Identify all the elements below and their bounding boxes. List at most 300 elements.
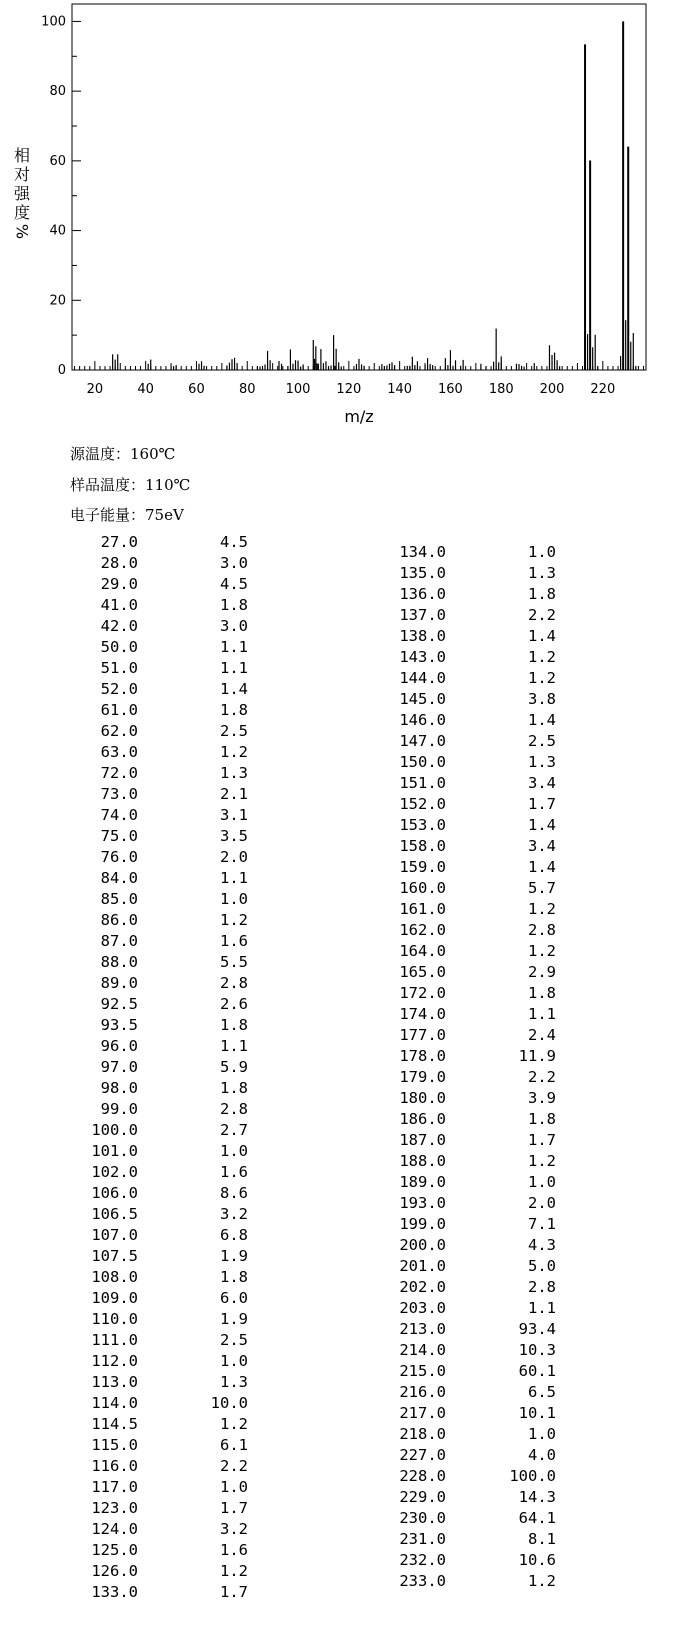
mz-value: 116.0 [91, 1457, 138, 1475]
peak-row [388, 1466, 556, 1487]
mz-value: 72.0 [100, 764, 138, 782]
peak-row [388, 836, 556, 857]
peak-row [80, 1120, 248, 1141]
peak-row [388, 752, 556, 773]
peak-row [80, 1414, 248, 1435]
abundance-value: 1.8 [220, 1268, 248, 1286]
abundance-value: 1.1 [220, 638, 248, 656]
x-tick-label: 220 [590, 382, 616, 397]
peak-row [80, 1204, 248, 1225]
mz-value: 216.0 [399, 1383, 446, 1401]
peak-row [388, 1277, 556, 1298]
mz-value: 193.0 [399, 1194, 446, 1212]
mz-value: 133.0 [91, 1583, 138, 1601]
peak-row [80, 553, 248, 574]
y-axis-title-char: 对 [13, 165, 30, 184]
abundance-value: 1.2 [220, 1415, 248, 1433]
peak-row [80, 637, 248, 658]
y-axis-title-char: 度 [13, 203, 30, 222]
peak-row [388, 1025, 556, 1046]
peak-row [80, 1435, 248, 1456]
abundance-value: 1.8 [528, 984, 556, 1002]
y-axis-title-char: 相 [13, 146, 30, 165]
peak-row [80, 784, 248, 805]
mz-value: 110.0 [91, 1310, 138, 1328]
abundance-value: 3.1 [220, 806, 248, 824]
peak-row [388, 1403, 556, 1424]
peak-row [80, 910, 248, 931]
mz-value: 99.0 [100, 1100, 138, 1118]
abundance-value: 3.9 [528, 1089, 556, 1107]
mz-value: 147.0 [399, 732, 446, 750]
peak-row [388, 1319, 556, 1340]
mz-value: 178.0 [399, 1047, 446, 1065]
abundance-value: 2.8 [220, 1100, 248, 1118]
abundance-value: 1.6 [220, 932, 248, 950]
x-tick-label: 100 [285, 382, 311, 397]
peak-row [388, 983, 556, 1004]
x-tick-label: 140 [387, 382, 413, 397]
mz-value: 73.0 [100, 785, 138, 803]
abundance-value: 1.8 [220, 1016, 248, 1034]
peak-row [80, 1183, 248, 1204]
peak-row [80, 1561, 248, 1582]
peak-row [388, 1361, 556, 1382]
y-tick-label: 80 [49, 84, 66, 100]
mz-value: 214.0 [399, 1341, 446, 1359]
abundance-value: 1.0 [220, 1478, 248, 1496]
y-axis-title-char: % [12, 223, 32, 240]
peak-row [388, 773, 556, 794]
x-tick-label: 160 [438, 382, 463, 397]
mz-value: 143.0 [399, 648, 446, 666]
abundance-value: 5.9 [220, 1058, 248, 1076]
peak-row [388, 962, 556, 983]
mz-value: 159.0 [399, 858, 446, 876]
abundance-value: 5.7 [528, 879, 556, 897]
mz-value: 172.0 [399, 984, 446, 1002]
mz-value: 203.0 [399, 1299, 446, 1317]
mz-value: 102.0 [91, 1163, 138, 1181]
y-tick-label: 20 [49, 293, 66, 309]
abundance-value: 2.6 [220, 995, 248, 1013]
abundance-value: 7.1 [528, 1215, 556, 1233]
mz-value: 96.0 [100, 1037, 138, 1055]
peak-row [388, 920, 556, 941]
abundance-value: 2.7 [220, 1121, 248, 1139]
abundance-value: 3.4 [528, 774, 556, 792]
peak-row [80, 826, 248, 847]
peak-row [388, 1109, 556, 1130]
abundance-value: 10.6 [518, 1551, 556, 1569]
mz-value: 50.0 [100, 638, 138, 656]
abundance-value: 1.2 [528, 900, 556, 918]
mz-value: 189.0 [399, 1173, 446, 1191]
mz-value: 213.0 [399, 1320, 446, 1338]
mz-value: 164.0 [399, 942, 446, 960]
abundance-value: 1.1 [528, 1299, 556, 1317]
abundance-value: 1.2 [528, 669, 556, 687]
abundance-value: 2.9 [528, 963, 556, 981]
peak-row [388, 1298, 556, 1319]
mz-value: 114.0 [91, 1394, 138, 1412]
abundance-value: 3.5 [220, 827, 248, 845]
peak-row [388, 626, 556, 647]
mz-value: 29.0 [100, 575, 138, 593]
abundance-value: 1.8 [220, 596, 248, 614]
mz-value: 126.0 [91, 1562, 138, 1580]
mz-value: 100.0 [91, 1121, 138, 1139]
peak-row [80, 1372, 248, 1393]
mz-value: 160.0 [399, 879, 446, 897]
mz-value: 109.0 [91, 1289, 138, 1307]
peak-row [80, 1288, 248, 1309]
abundance-value: 10.1 [518, 1404, 556, 1422]
peak-row [80, 994, 248, 1015]
mz-value: 125.0 [91, 1541, 138, 1559]
mz-value: 165.0 [399, 963, 446, 981]
mz-value: 177.0 [399, 1026, 446, 1044]
mz-value: 28.0 [100, 554, 138, 572]
mz-value: 134.0 [399, 543, 446, 561]
mz-value: 146.0 [399, 711, 446, 729]
mz-value: 202.0 [399, 1278, 446, 1296]
abundance-value: 1.2 [220, 911, 248, 929]
peak-row [80, 1582, 248, 1603]
peak-row [80, 1099, 248, 1120]
mz-value: 188.0 [399, 1152, 446, 1170]
abundance-value: 3.4 [528, 837, 556, 855]
peak-row [388, 1571, 556, 1592]
mz-value: 123.0 [91, 1499, 138, 1517]
abundance-value: 1.0 [528, 1173, 556, 1191]
peak-row [388, 1067, 556, 1088]
mz-value: 186.0 [399, 1110, 446, 1128]
peak-row [80, 847, 248, 868]
mz-value: 97.0 [100, 1058, 138, 1076]
peak-row [80, 616, 248, 637]
peak-row [80, 1036, 248, 1057]
peak-row [388, 731, 556, 752]
peak-row [388, 815, 556, 836]
mz-value: 74.0 [100, 806, 138, 824]
mz-value: 115.0 [91, 1436, 138, 1454]
mz-value: 106.5 [91, 1205, 138, 1223]
peak-row [80, 1267, 248, 1288]
peak-bars [113, 21, 636, 370]
peak-row [388, 1424, 556, 1445]
peak-row [80, 805, 248, 826]
abundance-value: 1.1 [220, 1037, 248, 1055]
mz-value: 179.0 [399, 1068, 446, 1086]
abundance-value: 1.6 [220, 1541, 248, 1559]
mz-value: 88.0 [100, 953, 138, 971]
abundance-value: 2.4 [528, 1026, 556, 1044]
abundance-value: 1.4 [528, 711, 556, 729]
abundance-value: 2.0 [220, 848, 248, 866]
peak-row [80, 1015, 248, 1036]
peak-row [80, 1330, 248, 1351]
mz-value: 215.0 [399, 1362, 446, 1380]
abundance-value: 1.0 [220, 890, 248, 908]
mz-value: 174.0 [399, 1005, 446, 1023]
peak-row [388, 689, 556, 710]
peak-row [388, 1214, 556, 1235]
peak-row [388, 857, 556, 878]
abundance-value: 93.4 [518, 1320, 556, 1338]
mz-value: 117.0 [91, 1478, 138, 1496]
mz-value: 89.0 [100, 974, 138, 992]
mz-value: 145.0 [399, 690, 446, 708]
peak-row [388, 1445, 556, 1466]
mz-value: 230.0 [399, 1509, 446, 1527]
mz-value: 108.0 [91, 1268, 138, 1286]
peak-row [388, 1508, 556, 1529]
abundance-value: 1.2 [220, 743, 248, 761]
abundance-value: 1.0 [528, 1425, 556, 1443]
mz-value: 158.0 [399, 837, 446, 855]
mz-value: 217.0 [399, 1404, 446, 1422]
mz-value: 27.0 [100, 533, 138, 551]
mz-value: 75.0 [100, 827, 138, 845]
peak-row [80, 1225, 248, 1246]
mz-value: 232.0 [399, 1551, 446, 1569]
mz-value: 63.0 [100, 743, 138, 761]
peak-row [80, 1309, 248, 1330]
mz-value: 180.0 [399, 1089, 446, 1107]
abundance-value: 4.5 [220, 533, 248, 551]
peak-table-right [388, 542, 556, 1592]
abundance-value: 1.0 [528, 543, 556, 561]
y-tick-label: 60 [49, 153, 66, 169]
abundance-value: 5.0 [528, 1257, 556, 1275]
peak-row [80, 595, 248, 616]
mz-value: 42.0 [100, 617, 138, 635]
plot-frame [72, 4, 646, 370]
x-tick-label: 20 [86, 382, 104, 397]
peak-row [388, 1004, 556, 1025]
abundance-value: 2.5 [220, 1331, 248, 1349]
mz-value: 231.0 [399, 1530, 446, 1548]
mz-value: 187.0 [399, 1131, 446, 1149]
mz-value: 111.0 [91, 1331, 138, 1349]
peak-row [388, 563, 556, 584]
peak-row [388, 1151, 556, 1172]
abundance-value: 4.0 [528, 1446, 556, 1464]
peak-row [388, 1256, 556, 1277]
y-tick-label: 0 [57, 363, 66, 378]
mz-value: 162.0 [399, 921, 446, 939]
abundance-value: 1.3 [528, 564, 556, 582]
peak-row [80, 1057, 248, 1078]
mz-value: 137.0 [399, 606, 446, 624]
peak-row [80, 721, 248, 742]
x-tick-label: 180 [488, 382, 514, 397]
abundance-value: 4.3 [528, 1236, 556, 1254]
x-tick-label: 40 [137, 382, 154, 397]
mz-value: 107.0 [91, 1226, 138, 1244]
abundance-value: 1.0 [220, 1352, 248, 1370]
abundance-value: 1.4 [220, 680, 248, 698]
abundance-value: 3.2 [220, 1205, 248, 1223]
abundance-value: 11.9 [518, 1047, 556, 1065]
abundance-value: 1.8 [220, 701, 248, 719]
abundance-value: 1.6 [220, 1163, 248, 1181]
electron-energy: 电子能量：75eV [70, 506, 184, 524]
abundance-value: 1.4 [528, 627, 556, 645]
abundance-value: 1.2 [528, 1152, 556, 1170]
mz-value: 84.0 [100, 869, 138, 887]
abundance-value: 1.2 [220, 1562, 248, 1580]
abundance-value: 1.7 [220, 1583, 248, 1601]
abundance-value: 4.5 [220, 575, 248, 593]
abundance-value: 2.8 [528, 1278, 556, 1296]
abundance-value: 2.5 [220, 722, 248, 740]
mz-value: 150.0 [399, 753, 446, 771]
mz-value: 233.0 [399, 1572, 446, 1590]
abundance-value: 1.1 [220, 659, 248, 677]
mz-value: 112.0 [91, 1352, 138, 1370]
abundance-value: 1.0 [220, 1142, 248, 1160]
abundance-value: 1.4 [528, 816, 556, 834]
peak-row [388, 1487, 556, 1508]
peak-row [80, 952, 248, 973]
abundance-value: 1.7 [528, 1131, 556, 1149]
mz-value: 62.0 [100, 722, 138, 740]
peak-row [388, 1193, 556, 1214]
abundance-value: 2.8 [528, 921, 556, 939]
abundance-value: 1.3 [220, 1373, 248, 1391]
peak-table-left [80, 532, 248, 1603]
mz-value: 106.0 [91, 1184, 138, 1202]
abundance-value: 2.5 [528, 732, 556, 750]
mz-value: 200.0 [399, 1236, 446, 1254]
peak-row [388, 1130, 556, 1151]
x-axis-title: m/z [344, 407, 374, 426]
peak-row [388, 542, 556, 563]
mz-value: 52.0 [100, 680, 138, 698]
mz-value: 153.0 [399, 816, 446, 834]
x-tick-label: 200 [539, 382, 565, 397]
abundance-value: 14.3 [518, 1488, 556, 1506]
abundance-value: 6.8 [220, 1226, 248, 1244]
peak-row [80, 700, 248, 721]
peak-row [80, 1351, 248, 1372]
peak-row [80, 532, 248, 553]
peak-row [80, 1162, 248, 1183]
source-temperature: 源温度：160℃ [70, 445, 176, 463]
abundance-value: 2.2 [528, 606, 556, 624]
abundance-value: 1.9 [220, 1247, 248, 1265]
abundance-value: 6.1 [220, 1436, 248, 1454]
peak-row [80, 1519, 248, 1540]
peak-row [388, 1088, 556, 1109]
abundance-value: 1.7 [528, 795, 556, 813]
peak-row [80, 742, 248, 763]
abundance-value: 1.8 [528, 1110, 556, 1128]
abundance-value: 6.5 [528, 1383, 556, 1401]
peak-row [80, 1456, 248, 1477]
peak-row [80, 868, 248, 889]
abundance-value: 1.4 [528, 858, 556, 876]
abundance-value: 6.0 [220, 1289, 248, 1307]
abundance-value: 10.3 [518, 1341, 556, 1359]
mz-value: 107.5 [91, 1247, 138, 1265]
peak-row [388, 878, 556, 899]
mz-value: 124.0 [91, 1520, 138, 1538]
y-axis-title-char: 强 [13, 184, 30, 203]
abundance-value: 2.0 [528, 1194, 556, 1212]
mz-value: 114.5 [91, 1415, 138, 1433]
abundance-value: 3.0 [220, 617, 248, 635]
abundance-value: 1.9 [220, 1310, 248, 1328]
mass-spectrum-chart [0, 0, 680, 440]
peak-row [388, 668, 556, 689]
mz-value: 199.0 [399, 1215, 446, 1233]
peak-row [80, 1246, 248, 1267]
abundance-value: 8.1 [528, 1530, 556, 1548]
abundance-value: 5.5 [220, 953, 248, 971]
peak-row [388, 794, 556, 815]
peak-row [388, 899, 556, 920]
abundance-value: 1.8 [220, 1079, 248, 1097]
mz-value: 98.0 [100, 1079, 138, 1097]
abundance-value: 1.3 [220, 764, 248, 782]
abundance-value: 1.8 [528, 585, 556, 603]
mz-value: 229.0 [399, 1488, 446, 1506]
peak-row [388, 605, 556, 626]
peak-row [80, 658, 248, 679]
mz-value: 51.0 [100, 659, 138, 677]
peak-row [80, 1078, 248, 1099]
peak-row [80, 889, 248, 910]
mz-value: 144.0 [399, 669, 446, 687]
peak-row [80, 574, 248, 595]
mz-value: 135.0 [399, 564, 446, 582]
peak-row [388, 1172, 556, 1193]
peak-row [80, 763, 248, 784]
peak-row [80, 931, 248, 952]
abundance-value: 60.1 [518, 1362, 556, 1380]
mz-value: 87.0 [100, 932, 138, 950]
mz-value: 92.5 [100, 995, 138, 1013]
mz-value: 227.0 [399, 1446, 446, 1464]
mz-value: 101.0 [91, 1142, 138, 1160]
abundance-value: 2.2 [528, 1068, 556, 1086]
x-tick-label: 120 [336, 382, 362, 397]
abundance-value: 100.0 [509, 1467, 556, 1485]
mz-value: 228.0 [399, 1467, 446, 1485]
peak-row [80, 1498, 248, 1519]
mz-value: 76.0 [100, 848, 138, 866]
mz-value: 136.0 [399, 585, 446, 603]
mz-value: 113.0 [91, 1373, 138, 1391]
y-axis [41, 14, 81, 378]
mz-value: 85.0 [100, 890, 138, 908]
peak-row [80, 1141, 248, 1162]
abundance-value: 3.0 [220, 554, 248, 572]
abundance-value: 1.2 [528, 942, 556, 960]
mz-value: 201.0 [399, 1257, 446, 1275]
abundance-value: 8.6 [220, 1184, 248, 1202]
abundance-value: 3.2 [220, 1520, 248, 1538]
abundance-value: 3.8 [528, 690, 556, 708]
x-tick-label: 60 [188, 382, 205, 397]
abundance-value: 1.2 [528, 648, 556, 666]
abundance-value: 1.3 [528, 753, 556, 771]
y-tick-label: 100 [41, 14, 66, 30]
x-tick-label: 80 [238, 382, 256, 397]
